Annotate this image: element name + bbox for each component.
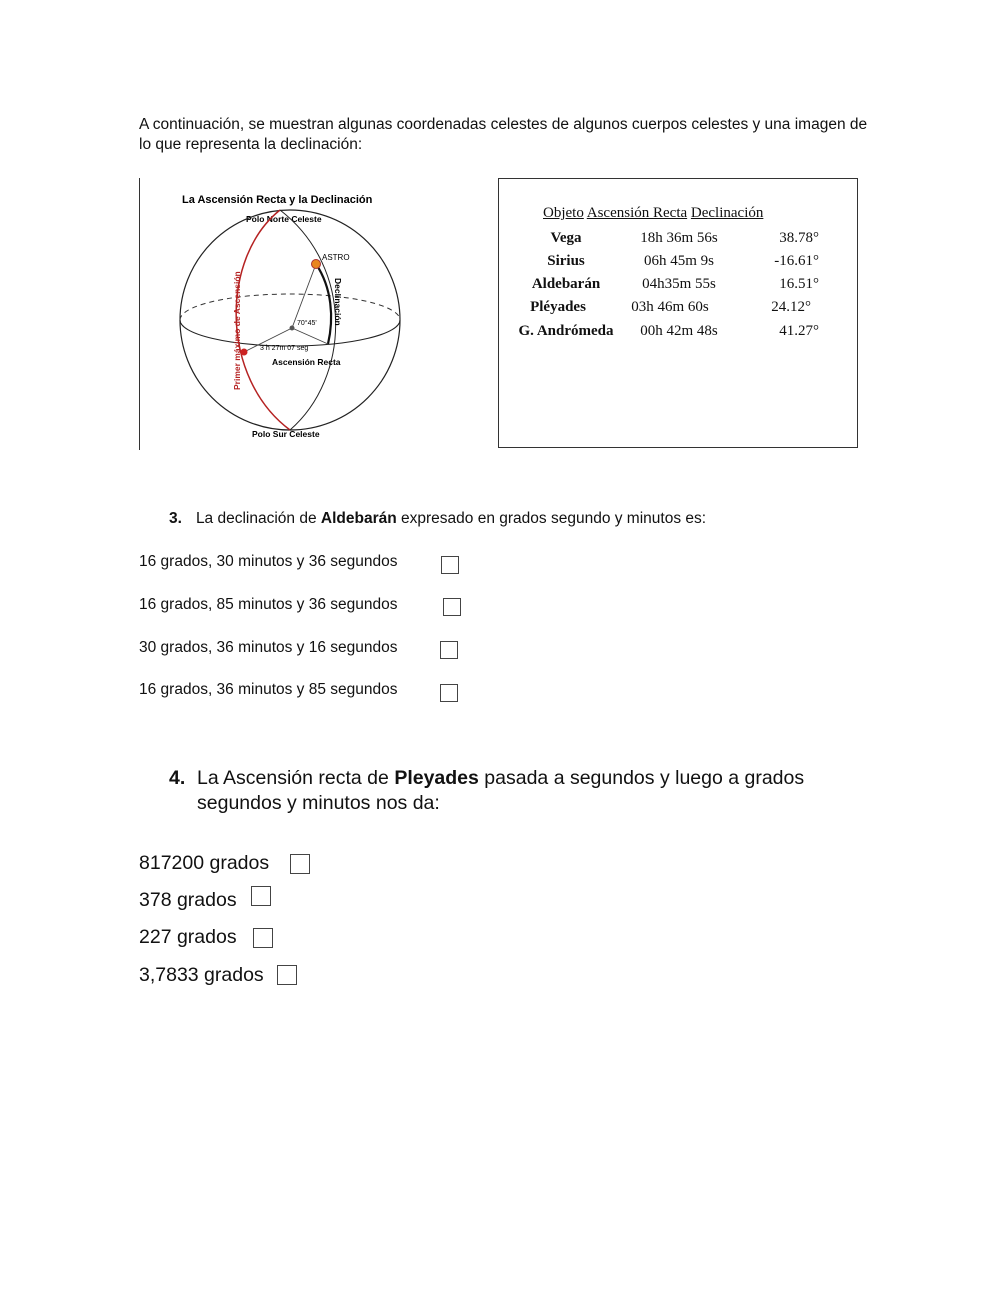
row-ra: 18h 36m 56s bbox=[640, 230, 718, 246]
question-number: 3. bbox=[169, 510, 182, 527]
q4-option-2-checkbox[interactable] bbox=[251, 886, 271, 906]
row-ra: 04h35m 55s bbox=[642, 276, 716, 292]
celestial-sphere-figure bbox=[139, 178, 440, 450]
q3-option-1: 16 grados, 30 minutos y 36 segundos bbox=[139, 553, 398, 570]
question-bold-term: Aldebarán bbox=[320, 510, 397, 527]
q4-option-4: 3,7833 grados bbox=[139, 964, 264, 986]
angle-label: 70°45' bbox=[297, 320, 317, 327]
equator-back bbox=[180, 294, 400, 320]
question-4 bbox=[169, 766, 849, 816]
first-meridian-arc bbox=[236, 210, 290, 430]
question-text-before: La Ascensión recta de bbox=[197, 767, 389, 789]
q4-option-4-checkbox[interactable] bbox=[277, 965, 297, 985]
header-dec: Declinación bbox=[690, 205, 764, 221]
coordinates-table bbox=[498, 178, 858, 448]
question-bold-term: Pleyades bbox=[394, 767, 479, 789]
question-3 bbox=[169, 510, 706, 528]
ra-value-label: 3 h 27m 07 seg bbox=[260, 345, 309, 352]
row-dec: 24.12° bbox=[771, 299, 811, 315]
header-ra: Ascensión Recta bbox=[586, 205, 688, 221]
sphere-center bbox=[290, 326, 295, 331]
q3-option-2: 16 grados, 85 minutos y 36 segundos bbox=[139, 596, 398, 613]
row-object: G. Andrómeda bbox=[518, 323, 614, 339]
sphere-outline bbox=[180, 210, 400, 430]
q3-option-4: 16 grados, 36 minutos y 85 segundos bbox=[139, 681, 398, 698]
q3-option-3-checkbox[interactable] bbox=[440, 641, 458, 659]
astro-label: ASTRO bbox=[322, 253, 350, 262]
equator-front bbox=[180, 320, 400, 346]
q4-option-1: 817200 grados bbox=[139, 852, 270, 874]
celestial-sphere-diagram bbox=[140, 178, 440, 450]
q4-option-3-checkbox[interactable] bbox=[253, 928, 273, 948]
right-ascension-label: Ascensión Recta bbox=[272, 357, 341, 367]
equator-radius bbox=[292, 328, 328, 344]
table-row bbox=[499, 323, 857, 345]
q4-option-3: 227 grados bbox=[139, 926, 237, 948]
row-ra: 06h 45m 9s bbox=[643, 253, 714, 269]
table-row bbox=[499, 253, 857, 275]
q4-option-1-checkbox[interactable] bbox=[290, 854, 310, 874]
row-object: Sirius bbox=[547, 253, 585, 269]
meridian-label: Primer máximo de Ascensión bbox=[232, 271, 242, 390]
question-text-after: pasada a segundos y luego a grados segundos y minutos nos da: bbox=[197, 767, 805, 814]
row-dec: 38.78° bbox=[779, 230, 819, 246]
astro-radius bbox=[292, 264, 316, 328]
q3-option-1-checkbox[interactable] bbox=[441, 556, 459, 574]
question-text-after: expresado en grados segundo y minutos es: bbox=[401, 510, 707, 527]
row-object: Vega bbox=[550, 230, 582, 246]
north-pole-label: Polo Norte Celeste bbox=[246, 214, 322, 224]
astro-marker bbox=[312, 260, 321, 269]
q3-option-4-checkbox[interactable] bbox=[440, 684, 458, 702]
figure-title: La Ascensión Recta y la Declinación bbox=[182, 194, 373, 206]
declination-label: Declinación bbox=[333, 278, 343, 326]
row-ra: 03h 46m 60s bbox=[631, 299, 709, 315]
header-object: Objeto bbox=[543, 205, 584, 221]
row-object: Pléyades bbox=[530, 299, 586, 315]
table-header bbox=[543, 205, 763, 222]
q3-option-2-checkbox[interactable] bbox=[443, 598, 461, 616]
q4-option-2: 378 grados bbox=[139, 889, 237, 911]
row-dec: 41.27° bbox=[779, 323, 819, 339]
table-row bbox=[499, 299, 857, 321]
question-number: 4. bbox=[169, 767, 186, 789]
table-row bbox=[499, 276, 857, 298]
declination-arc bbox=[316, 264, 331, 344]
question-text-before: La declinación de bbox=[195, 510, 317, 527]
row-dec: -16.61° bbox=[774, 253, 819, 269]
q3-option-3: 30 grados, 36 minutos y 16 segundos bbox=[139, 639, 398, 656]
intro-text: A continuación, se muestran algunas coordenadas celestes de algunos cuerpos celestes y una imagen de lo que representa la declinación: bbox=[139, 116, 868, 153]
row-ra: 00h 42m 48s bbox=[640, 323, 718, 339]
south-pole-label: Polo Sur Celeste bbox=[252, 429, 320, 439]
table-row bbox=[499, 230, 857, 252]
row-object: Aldebarán bbox=[531, 276, 601, 292]
row-dec: 16.51° bbox=[779, 276, 819, 292]
